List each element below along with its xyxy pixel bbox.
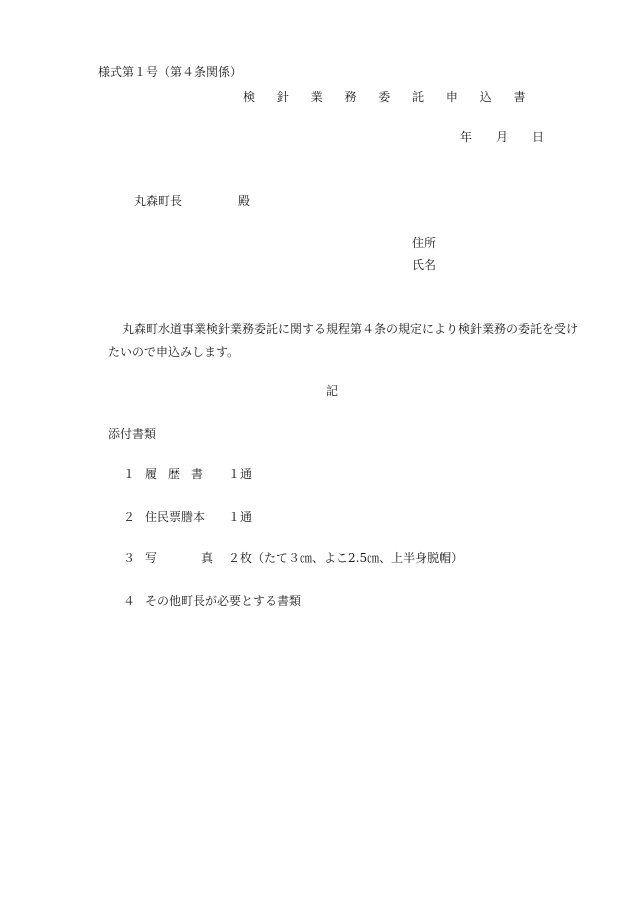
- address-label: 住所: [412, 236, 437, 250]
- attachment-item: [123, 509, 252, 525]
- document-title: 検 針 業 務 委 託 申 込 書: [243, 90, 535, 104]
- date-year-label: 年: [460, 130, 473, 144]
- attachment-item-name: 住民票謄本: [145, 510, 206, 524]
- ki-heading: 記: [326, 384, 339, 398]
- attachment-item-number: １: [123, 467, 136, 481]
- attachment-item: [123, 593, 301, 609]
- attachment-item: [123, 466, 252, 482]
- attachment-item-number: ４: [123, 594, 136, 608]
- attachment-item: [123, 550, 463, 566]
- addressee-line: [134, 193, 250, 209]
- attachment-item-number: ２: [123, 510, 136, 524]
- attachment-item-name: 履歴書: [145, 467, 215, 481]
- application-body-text: 丸森町水道事業検針業務委託に関する規程第４条の規定により検針業務の委託を受けたいので申込みします。: [108, 322, 579, 359]
- date-month-label: 月: [496, 130, 509, 144]
- attachments-heading: 添付書類: [108, 427, 157, 441]
- date-day-label: 日: [532, 130, 545, 144]
- addressee-honorific: 殿: [238, 194, 251, 208]
- attachment-item-name: 写真: [145, 551, 258, 565]
- attachment-item-quantity: ２枚（たて３㎝、よこ2.5㎝、上半身脱帽）: [228, 551, 464, 565]
- attachment-item-quantity: １通: [228, 467, 253, 481]
- attachment-item-quantity: １通: [228, 510, 253, 524]
- addressee-name: 丸森町長: [134, 194, 183, 208]
- attachment-item-number: ３: [123, 551, 136, 565]
- attachment-item-name: その他町長が必要とする書類: [145, 594, 302, 608]
- date-line: [460, 129, 544, 145]
- name-label: 氏名: [412, 258, 437, 272]
- form-number: 様式第１号（第４条関係）: [98, 65, 243, 79]
